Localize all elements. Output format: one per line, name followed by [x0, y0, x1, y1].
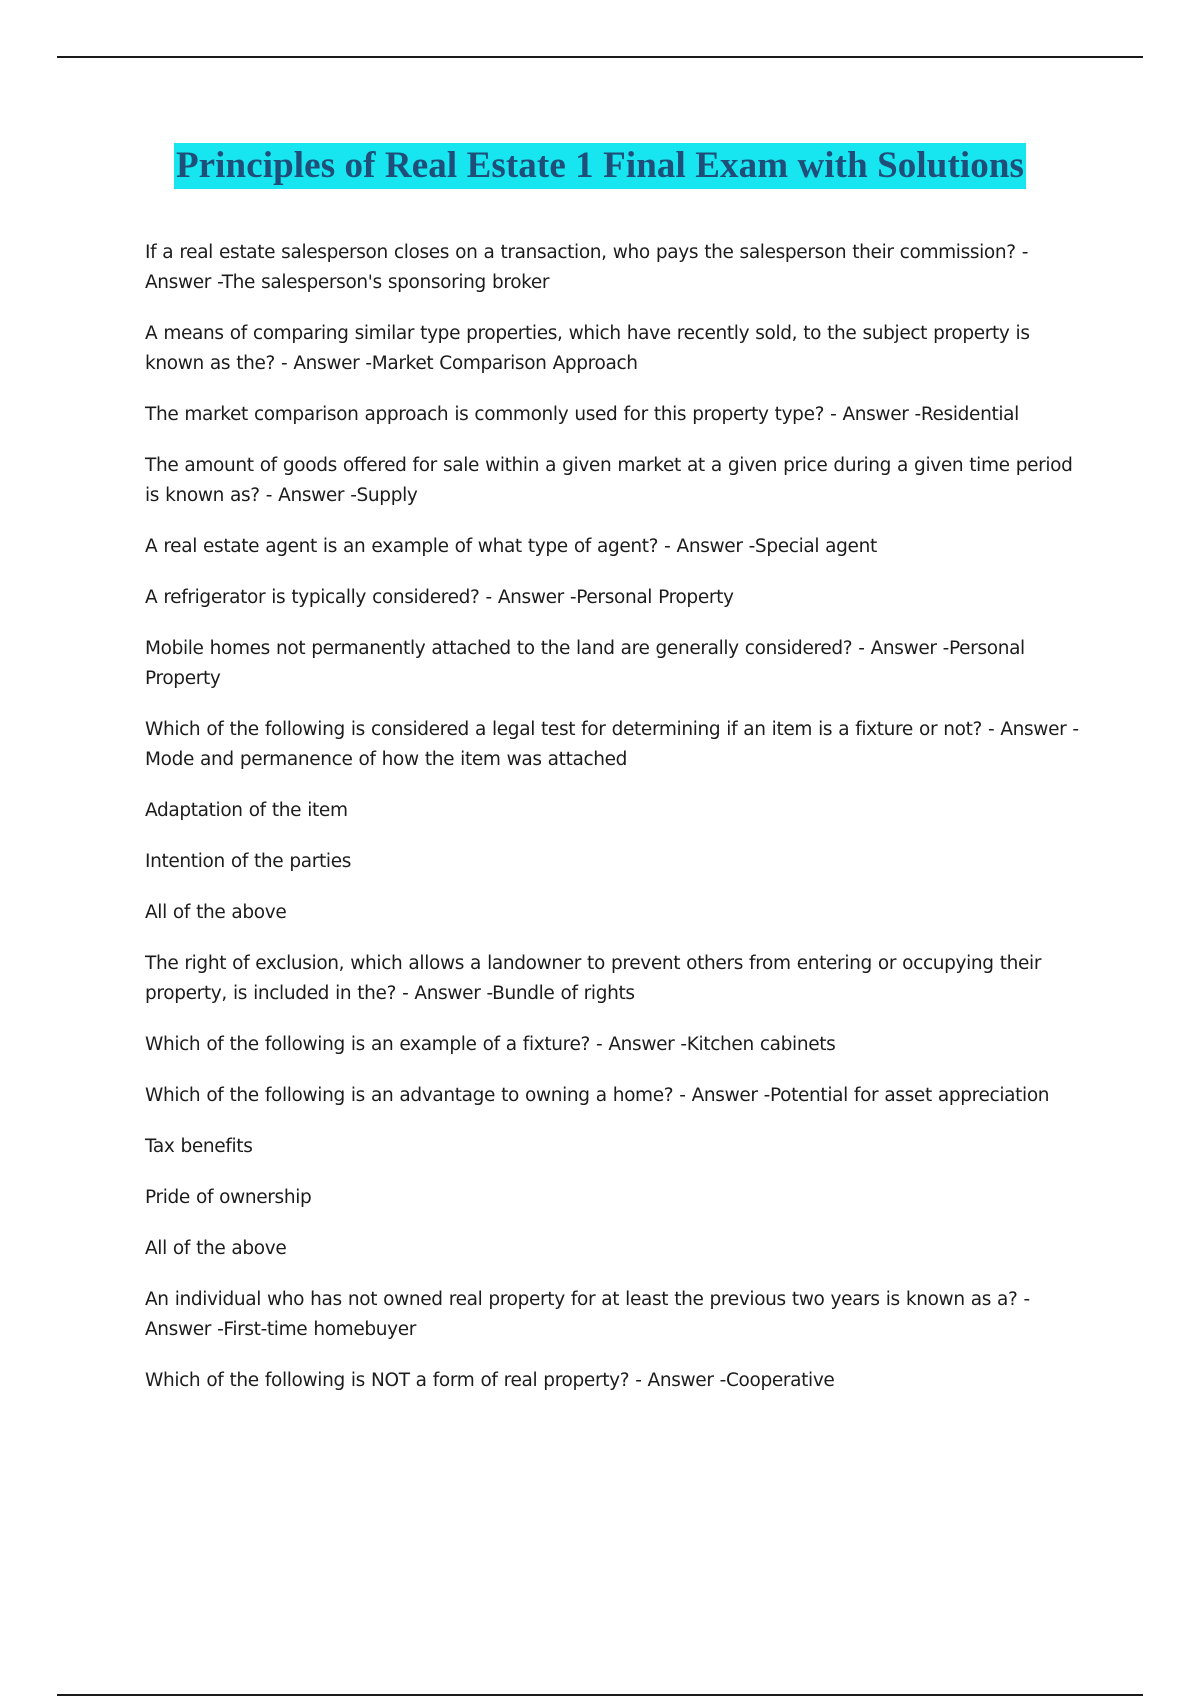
paragraph: Which of the following is an advantage to owning a home? - Answer -Potential for asset appreciation [145, 1085, 1050, 1106]
paragraph: All of the above [145, 1238, 287, 1259]
paragraph: Adaptation of the item [145, 800, 348, 821]
paragraph: The right of exclusion, which allows a landowner to prevent others from entering or occupying their property, is included in the? - Answer -Bundle of rights [145, 953, 1042, 1004]
paragraph: Intention of the parties [145, 851, 352, 872]
title-container [0, 143, 1200, 189]
top-rule [57, 56, 1143, 58]
bottom-rule [57, 1694, 1143, 1696]
paragraph: Pride of ownership [145, 1187, 312, 1208]
paragraph: An individual who has not owned real property for at least the previous two years is known as a? - Answer -First-time homebuyer [145, 1289, 1030, 1340]
paragraph: Which of the following is NOT a form of real property? - Answer -Cooperative [145, 1370, 835, 1391]
paragraph: Tax benefits [145, 1136, 253, 1157]
paragraph: A means of comparing similar type properties, which have recently sold, to the subject property is known as the? - Answer -Market Comparison Approach [145, 323, 1030, 374]
paragraph: The market comparison approach is commonly used for this property type? - Answer -Residential [145, 404, 1019, 425]
page-title: Principles of Real Estate 1 Final Exam with Solutions [174, 143, 1026, 189]
paragraph: A real estate agent is an example of what type of agent? - Answer -Special agent [145, 536, 877, 557]
paragraph: Which of the following is considered a legal test for determining if an item is a fixture or not? - Answer - Mode and permanence of how the item was attached [145, 719, 1079, 770]
paragraph: Mobile homes not permanently attached to the land are generally considered? - Answer -Personal Property [145, 638, 1025, 689]
paragraph: All of the above [145, 902, 287, 923]
paragraph: If a real estate salesperson closes on a transaction, who pays the salesperson their commission? - Answer -The salesperson's sponsoring broker [145, 242, 1029, 293]
paragraph: Which of the following is an example of a fixture? - Answer -Kitchen cabinets [145, 1034, 836, 1055]
paragraph: A refrigerator is typically considered? - Answer -Personal Property [145, 587, 734, 608]
paragraph: The amount of goods offered for sale within a given market at a given price during a given time period is known as? - Answer -Supply [145, 455, 1073, 506]
document-body [145, 238, 1085, 1417]
